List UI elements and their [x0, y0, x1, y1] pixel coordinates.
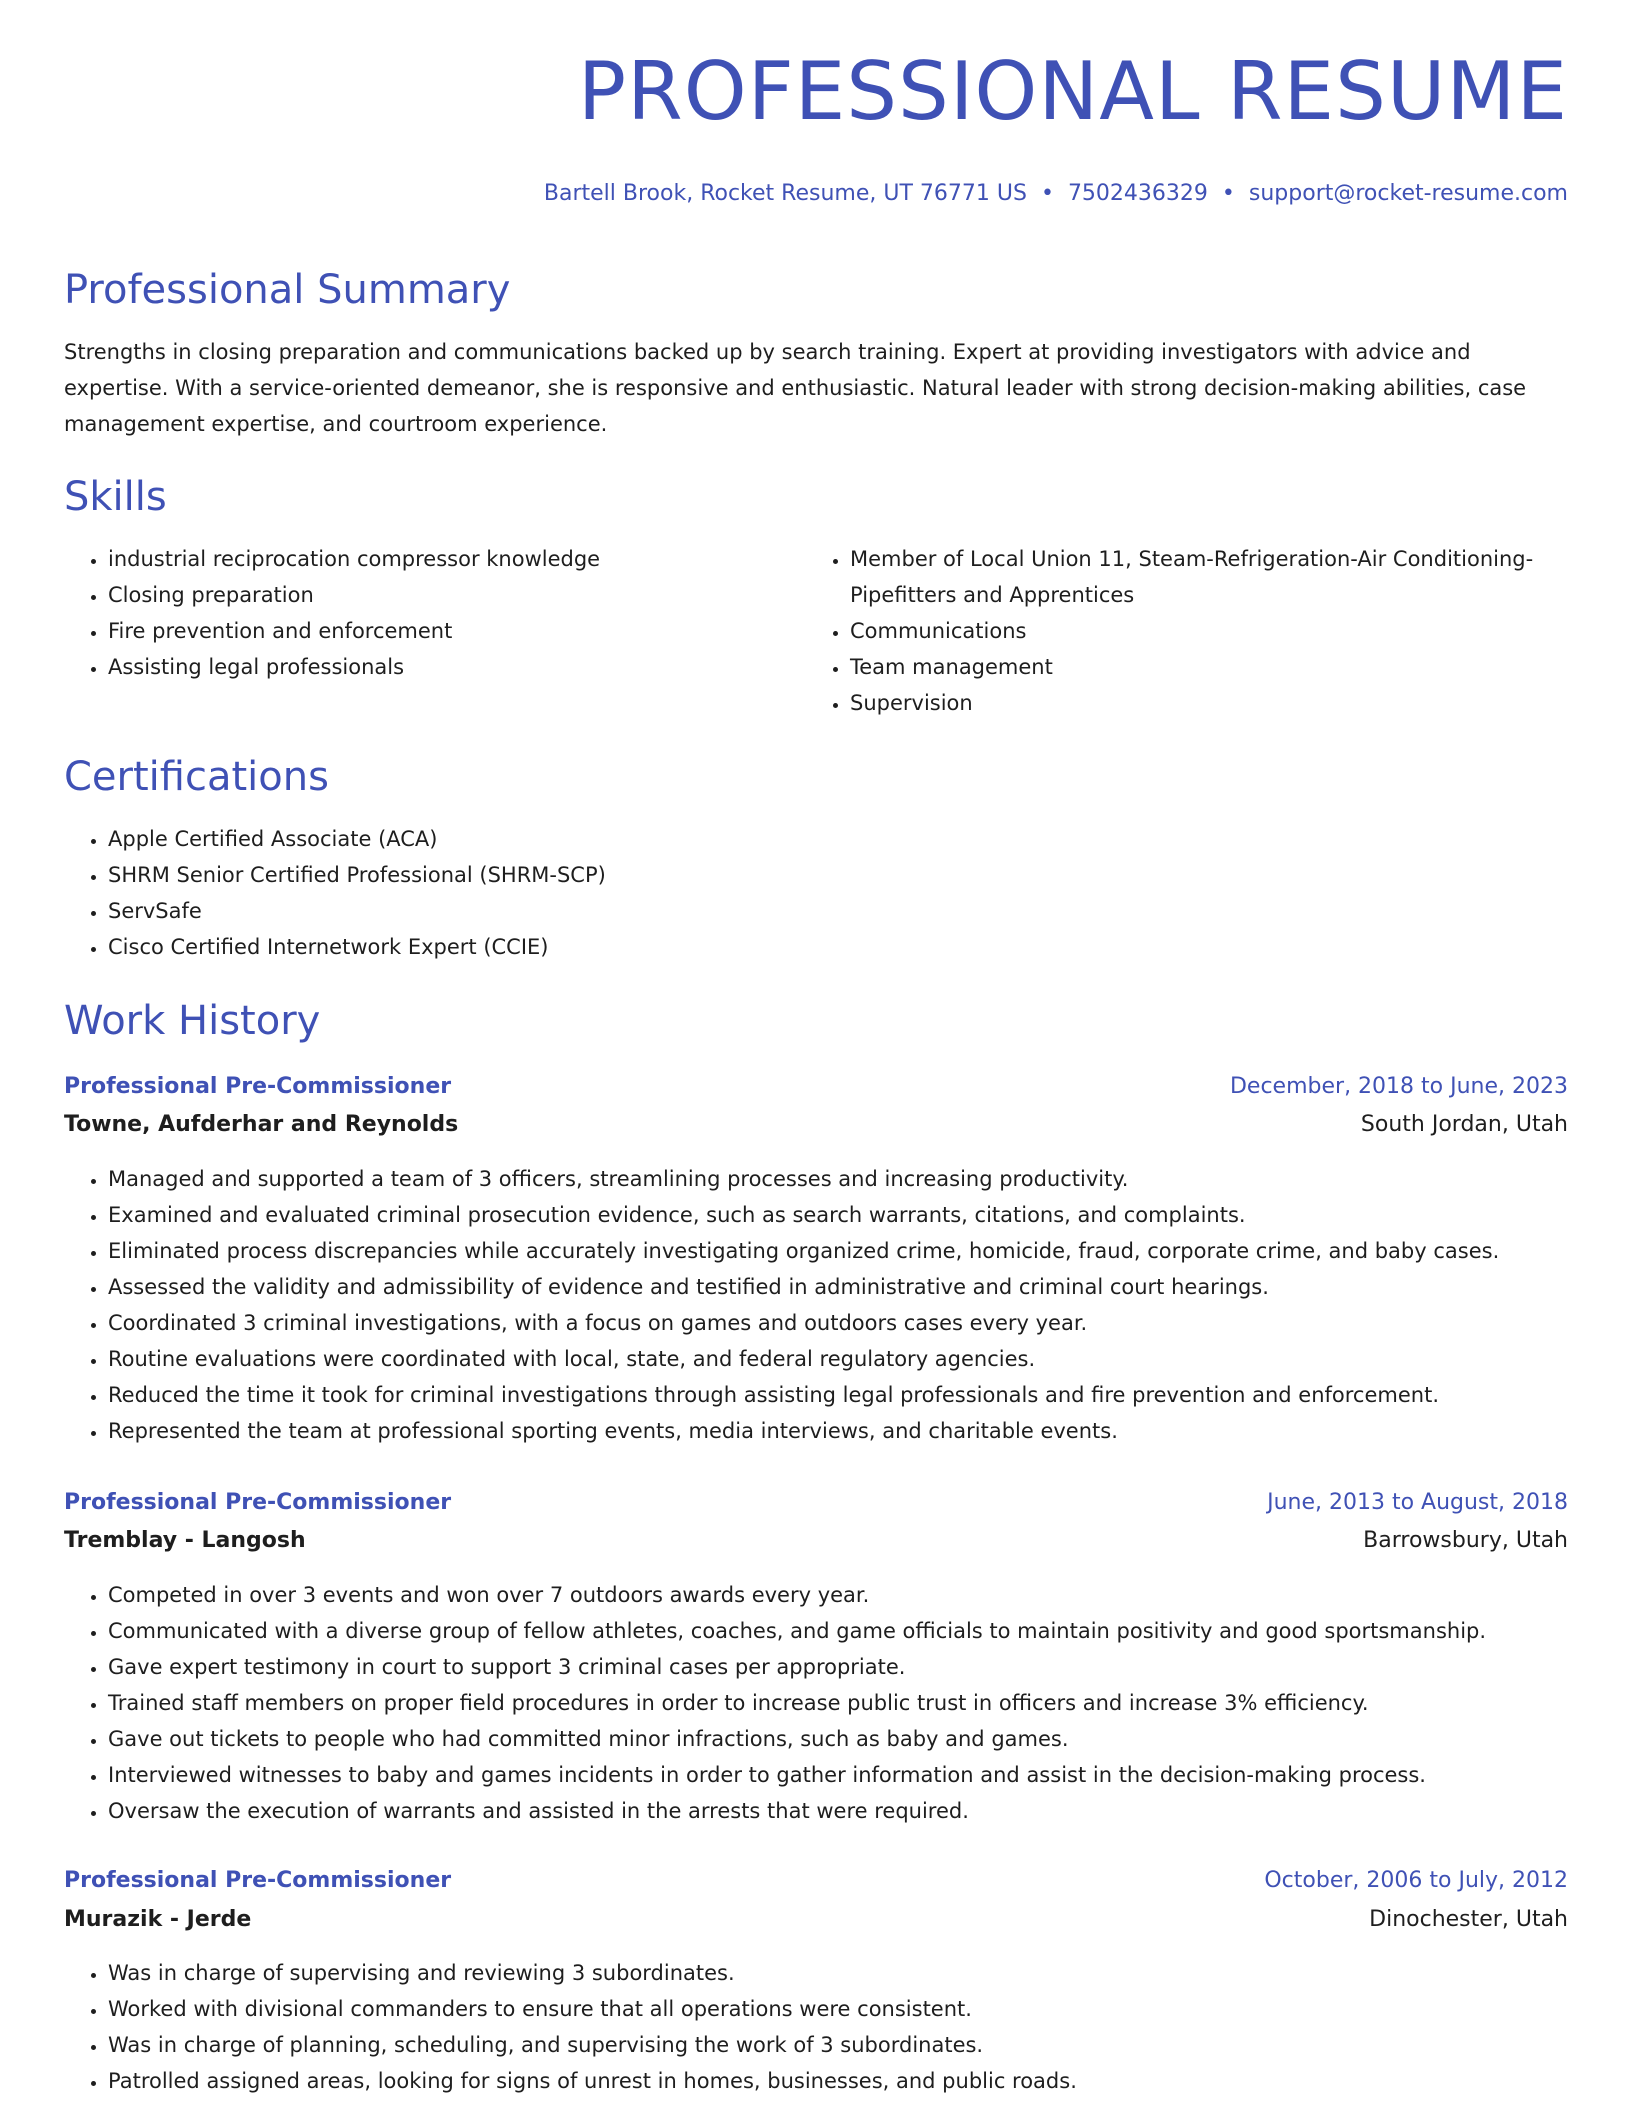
job-duty: • Examined and evaluated criminal prosecution evidence, such as search warrants, citations, and complaints. — [108, 1197, 1568, 1233]
certifications-list — [64, 821, 1568, 965]
job-employer-row — [64, 1110, 1568, 1140]
job-duty: • Eliminated process discrepancies while accurately investigating organized crime, homicide, fraud, corporate crime, and baby cases. — [108, 1233, 1568, 1269]
contact-address: Bartell Brook, Rocket Resume, UT 76771 US — [543, 181, 1027, 206]
job-company: Murazik - Jerde — [64, 1907, 252, 1932]
job-duty: • Oversaw the execution of warrants and assisted in the arrests that were required. — [108, 1793, 1568, 1829]
job-dates: October, 2006 to July, 2012 — [1264, 1868, 1568, 1893]
work-history-heading: Work History — [64, 998, 321, 1044]
job-duty: • Coordinated 3 criminal investigations, with a focus on games and outdoors cases every year. — [108, 1305, 1568, 1341]
job-duty: • Competed in over 3 events and won over 7 outdoors awards every year. — [108, 1577, 1568, 1613]
summary-text: Strengths in closing preparation and communications backed up by search training. Expert at providing investigators with advice and expertise. With a service-oriented demeanor, she is responsive and enthusiastic. Natural leader with strong decision-making abilities, case management expertise, and courtroom experience. — [64, 340, 1527, 436]
job-duty: • Was in charge of supervising and reviewing 3 subordinates. — [108, 1955, 1568, 1991]
job-header — [64, 1072, 1568, 1102]
job-title: Professional Pre-Commissioner — [64, 1074, 452, 1099]
certification-item: • Apple Certified Associate (ACA) — [108, 821, 1568, 857]
certifications-heading: Certifications — [64, 754, 329, 800]
job-duty: • Gave out tickets to people who had committed minor infractions, such as baby and games. — [108, 1721, 1568, 1757]
skill-item: • Supervision — [850, 685, 1570, 721]
job-dates: December, 2018 to June, 2023 — [1229, 1074, 1568, 1099]
skills-heading: Skills — [64, 474, 167, 520]
certification-item: • SHRM Senior Certified Professional (SHRM-SCP) — [108, 857, 1568, 893]
skills-list-right — [806, 541, 1570, 721]
skill-item: • Fire prevention and enforcement — [108, 613, 788, 649]
job-duty: • Reduced the time it took for criminal investigations through assisting legal professionals and fire prevention and enforcement. — [108, 1377, 1568, 1413]
job-duty: • Routine evaluations were coordinated with local, state, and federal regulatory agencies. — [108, 1341, 1568, 1377]
job-duty: • Worked with divisional commanders to ensure that all operations were consistent. — [108, 1991, 1568, 2027]
job-duty: • Interviewed witnesses to baby and games incidents in order to gather information and assist in the decision-making process. — [108, 1757, 1568, 1793]
job-duty: • Communicated with a diverse group of fellow athletes, coaches, and game officials to maintain positivity and good sportsmanship. — [108, 1613, 1568, 1649]
certification-item: • ServSafe — [108, 893, 1568, 929]
skill-item: • Team management — [850, 649, 1570, 685]
job-title: Professional Pre-Commissioner — [64, 1868, 452, 1893]
job-employer-row — [64, 1526, 1568, 1556]
job-duty: • Trained staff members on proper field procedures in order to increase public trust in officers and increase 3% efficiency. — [108, 1685, 1568, 1721]
job-company: Towne, Aufderhar and Reynolds — [64, 1112, 459, 1137]
job-duty: • Assessed the validity and admissibility of evidence and testified in administrative and criminal court hearings. — [108, 1269, 1568, 1305]
contact-line — [544, 183, 1568, 205]
job-dates: June, 2013 to August, 2018 — [1267, 1490, 1568, 1515]
skill-item: • Assisting legal professionals — [108, 649, 788, 685]
job-location: Dinochester, Utah — [1369, 1907, 1568, 1932]
job-duty: • Gave expert testimony in court to support 3 criminal cases per appropriate. — [108, 1649, 1568, 1685]
skill-item: • Closing preparation — [108, 577, 788, 613]
certification-item: • Cisco Certified Internetwork Expert (CCIE) — [108, 929, 1568, 965]
skill-item: • Communications — [850, 613, 1570, 649]
job-duties-list — [64, 1161, 1568, 1449]
job-duty: • Represented the team at professional sporting events, media interviews, and charitable events. — [108, 1413, 1568, 1449]
job-location: South Jordan, Utah — [1360, 1112, 1568, 1137]
job-title: Professional Pre-Commissioner — [64, 1490, 452, 1515]
job-header — [64, 1488, 1568, 1518]
job-employer-row — [64, 1905, 1568, 1935]
skill-item: • industrial reciprocation compressor knowledge — [108, 541, 788, 577]
contact-separator: • — [1040, 181, 1054, 206]
contact-separator: • — [1221, 181, 1235, 206]
contact-email: support@rocket-resume.com — [1248, 181, 1568, 206]
job-header — [64, 1866, 1568, 1896]
job-duty: • Patrolled assigned areas, looking for signs of unrest in homes, businesses, and public roads. — [108, 2063, 1568, 2099]
job-duties-list — [64, 1577, 1568, 1829]
job-duty: • Was in charge of planning, scheduling, and supervising the work of 3 subordinates. — [108, 2027, 1568, 2063]
skills-list-left — [64, 541, 788, 685]
job-duties-list — [64, 1955, 1568, 2099]
skill-item: • Member of Local Union 11, Steam-Refrigeration-Air Conditioning-Pipefitters and Apprentices — [850, 541, 1570, 613]
job-company: Tremblay - Langosh — [64, 1528, 306, 1553]
job-location: Barrowsbury, Utah — [1363, 1528, 1568, 1553]
contact-phone: 7502436329 — [1067, 181, 1208, 206]
summary-heading: Professional Summary — [64, 267, 511, 313]
resume-title: PROFESSIONAL RESUME — [577, 45, 1568, 138]
job-duty: • Managed and supported a team of 3 officers, streamlining processes and increasing productivity. — [108, 1161, 1568, 1197]
